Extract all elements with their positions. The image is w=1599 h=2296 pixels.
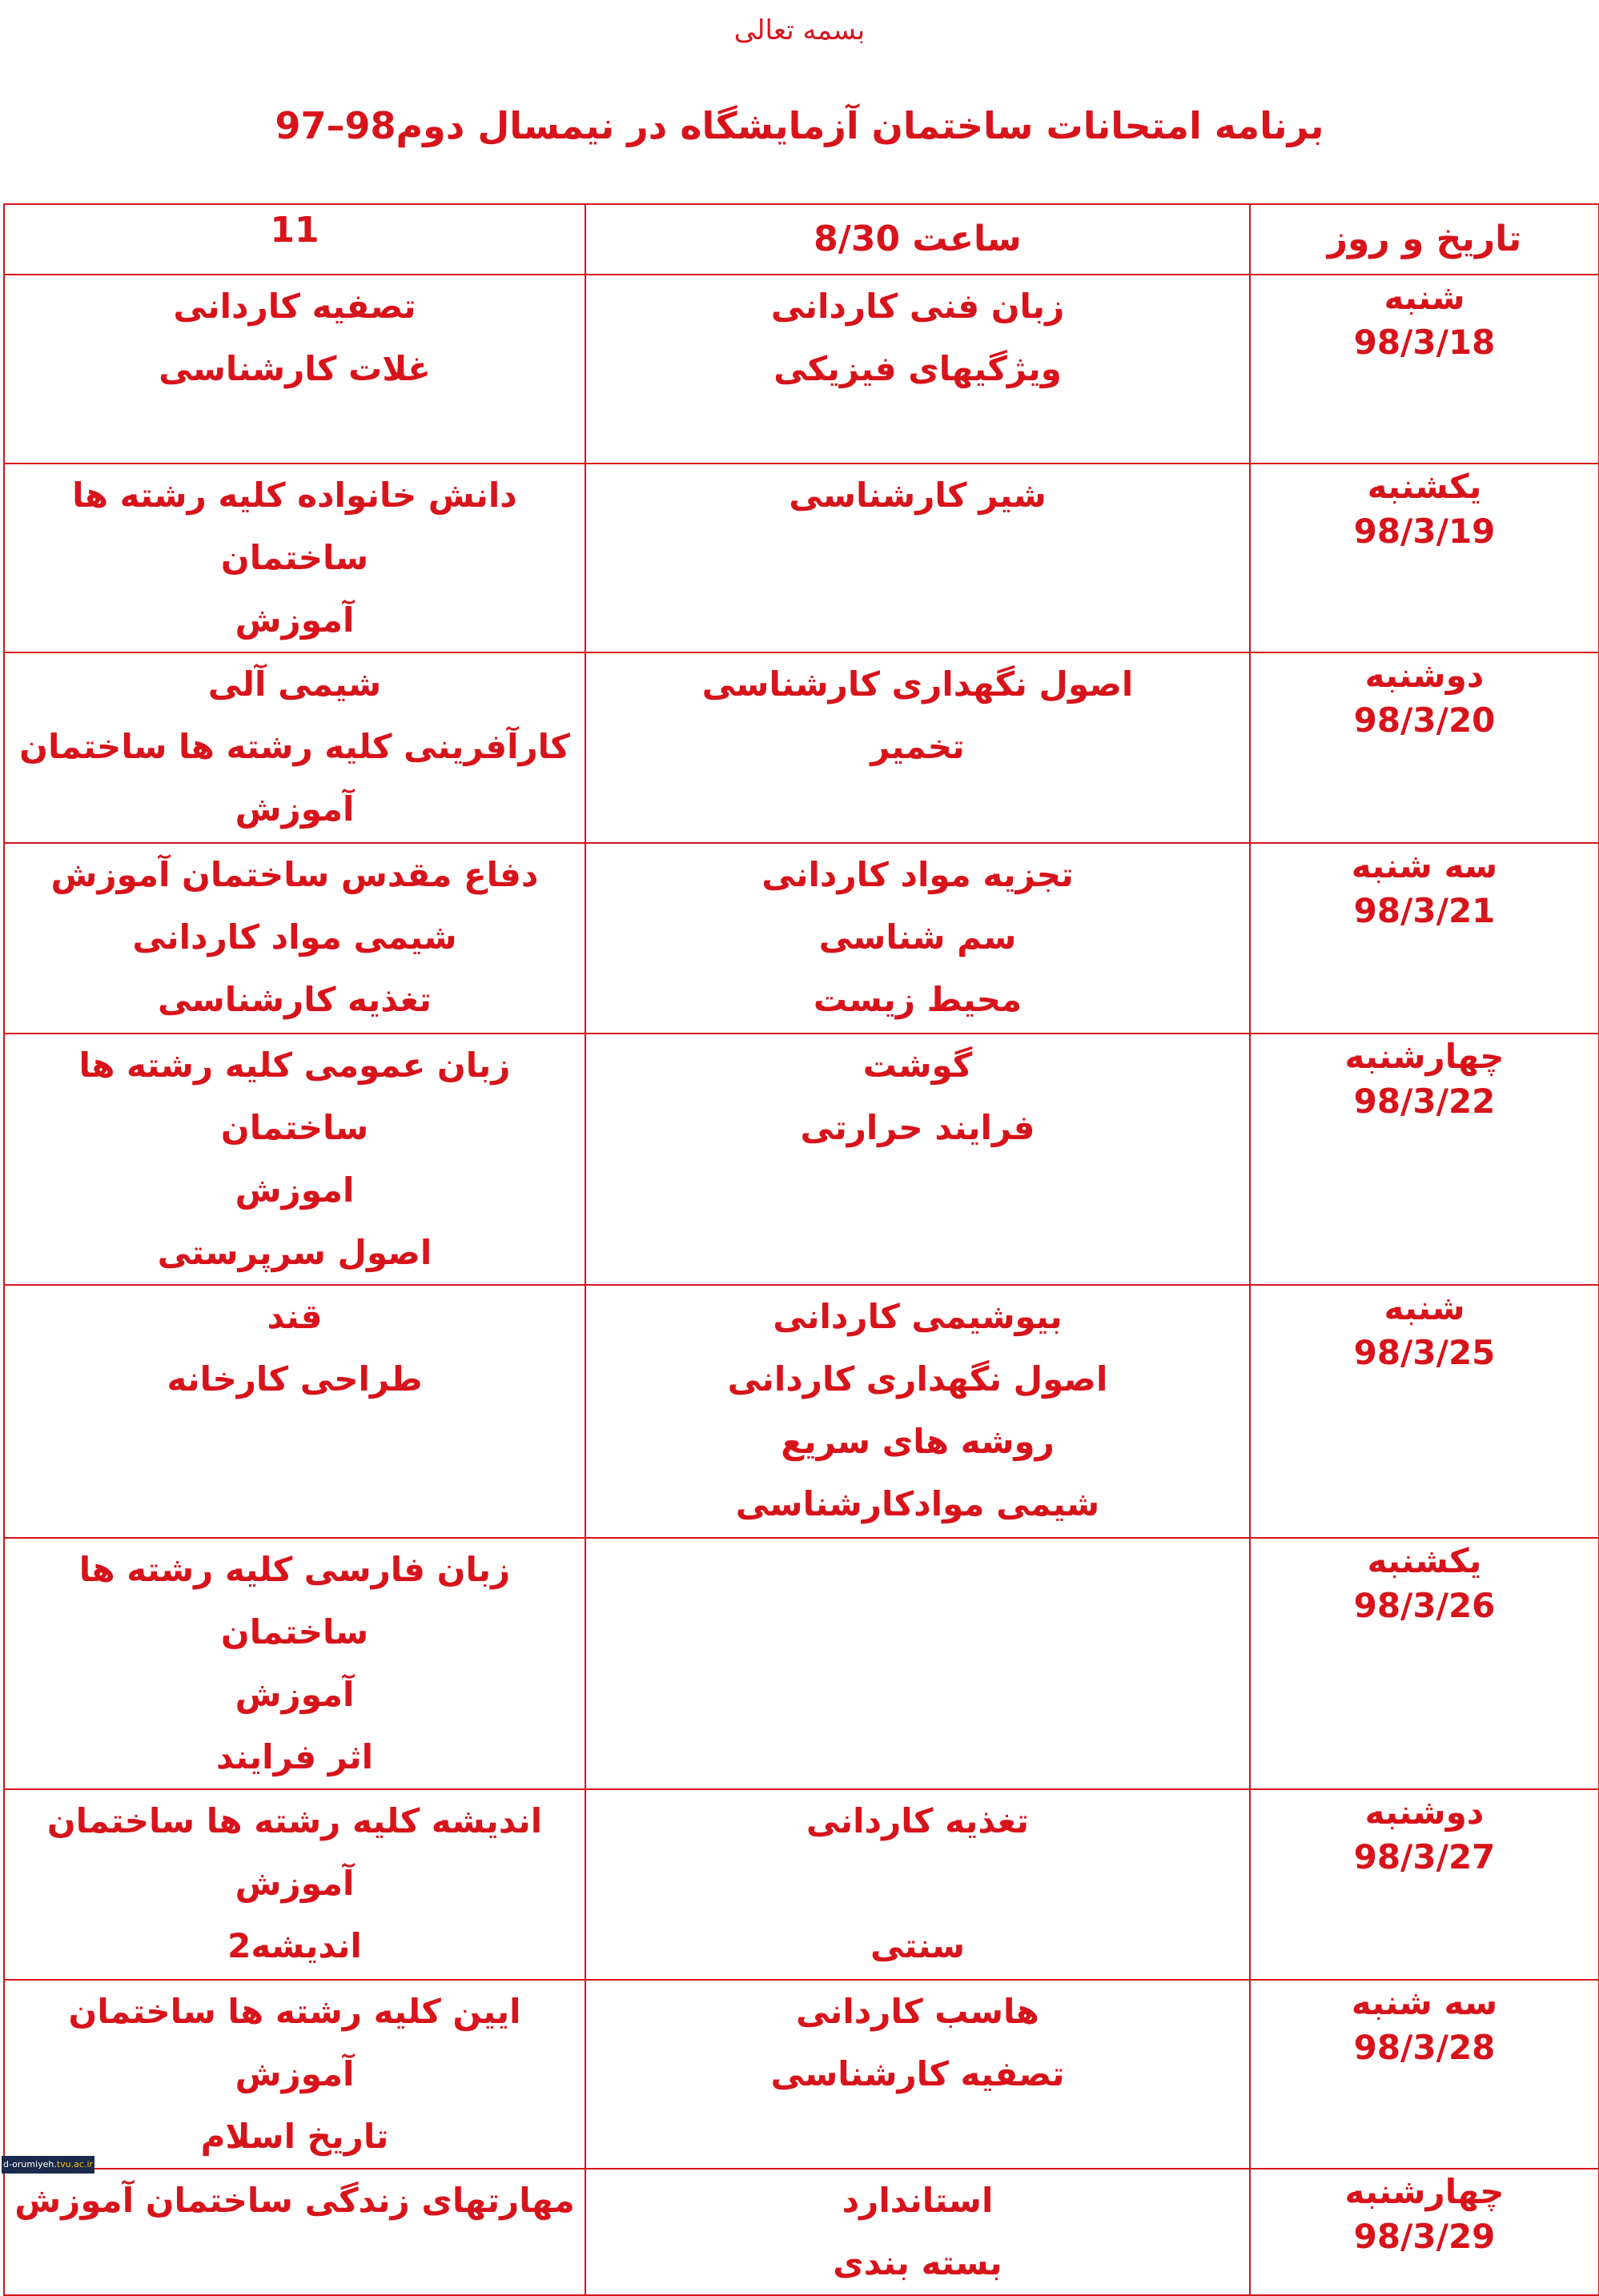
slot-11-cell (4, 2169, 585, 2295)
slot-11-cell (4, 652, 585, 843)
table-header-row (4, 204, 1599, 275)
page-title: برنامه امتحانات ساختمان آزمایشگاه در نیمسال دوم98–97 (275, 104, 1324, 147)
date-cell (1250, 1285, 1599, 1538)
subject-line: غلات کارشناسی (159, 349, 431, 388)
subject-line: زبان فنی کاردانی (770, 287, 1065, 326)
subject-line: بسته بندی (833, 2243, 1002, 2282)
exam-date: 98/3/25 (1353, 1333, 1496, 1372)
exam-date: 98/3/28 (1353, 2028, 1496, 2067)
subject-line: آموزش (235, 600, 355, 640)
table-row (4, 652, 1599, 843)
column-header-slot-0830: ساعت 8/30 (585, 204, 1250, 275)
slot-11-cell (4, 1538, 585, 1789)
day-name: یکشنبه (1367, 467, 1482, 506)
subject-line: طراحی کارخانه (167, 1359, 423, 1399)
table-row (4, 1285, 1599, 1538)
table-row (4, 275, 1599, 464)
day-name: شنبه (1384, 278, 1465, 317)
slot-0830-cell (585, 275, 1250, 464)
subject-line: محیط زیست (813, 980, 1022, 1019)
table-row (4, 843, 1599, 1034)
day-name: سه شنبه (1351, 1983, 1498, 2022)
exam-date: 98/3/19 (1353, 512, 1496, 551)
subject-line: هاسب کاردانی (796, 1992, 1039, 2031)
date-cell (1250, 1538, 1599, 1789)
subject-line: اصول سرپرستی (157, 1233, 432, 1272)
subject-line: زبان فارسی کلیه رشته ها ساختمان (78, 1550, 511, 1652)
exam-date: 98/3/18 (1353, 323, 1496, 362)
slot-0830-cell (585, 1789, 1250, 1980)
slot-11-cell (4, 843, 585, 1034)
subject-line: دانش خانواده کلیه رشته ها ساختمان (72, 476, 517, 577)
column-header-slot-11: 11 (4, 204, 585, 275)
day-name: سه شنبه (1351, 846, 1498, 885)
subject-line: شیمی موادکارشناسی (735, 1484, 1100, 1523)
day-name: چهارشنبه (1344, 1037, 1505, 1076)
subject-line: شیمی مواد کاردانی (132, 917, 457, 957)
slot-11-cell (4, 275, 585, 464)
slot-11-cell (4, 1980, 585, 2169)
exam-date: 98/3/20 (1353, 700, 1496, 740)
subject-line: اصول نگهداری کاردانی (727, 1359, 1108, 1399)
date-cell (1250, 1789, 1599, 1980)
day-name: یکشنبه (1367, 1541, 1482, 1580)
exam-date: 98/3/29 (1353, 2217, 1496, 2256)
subject-line: گوشت (862, 1046, 973, 1085)
day-name: شنبه (1384, 1288, 1465, 1327)
subject-line: تخمیر (870, 727, 965, 766)
subject-line: قند (267, 1297, 323, 1336)
date-cell (1250, 464, 1599, 652)
subject-line: ایین کلیه رشته ها ساختمان آموزش (68, 1992, 521, 2093)
subject-line: آموزش (235, 789, 355, 829)
subject-line: اثر فرایند (215, 1737, 374, 1776)
subject-line: شیر کارشناسی (789, 476, 1047, 515)
subject-line: ویژگیهای فیزیکی (773, 349, 1062, 388)
slot-0830-cell (585, 464, 1250, 652)
subject-line: تصفیه کاردانی (173, 287, 416, 326)
slot-0830-cell (585, 1538, 1250, 1789)
day-name: دوشنبه (1364, 656, 1484, 695)
date-cell (1250, 652, 1599, 843)
column-header-date: تاریخ و روز (1250, 204, 1599, 275)
exam-date: 98/3/26 (1353, 1586, 1496, 1625)
invocation-text: بسمه تعالی (733, 14, 866, 46)
subject-line (586, 1852, 1249, 1915)
exam-schedule-table (3, 203, 1599, 2296)
exam-date: 98/3/27 (1353, 1837, 1496, 1877)
slot-11-cell (4, 1034, 585, 1285)
site-domain: tvu.ac.ir (56, 2159, 94, 2170)
date-cell (1250, 275, 1599, 464)
slot-0830-cell (585, 1034, 1250, 1285)
slot-0830-cell (585, 2169, 1250, 2295)
subject-line: تجزیه مواد کاردانی (761, 855, 1074, 894)
day-name: دوشنبه (1364, 1792, 1484, 1832)
subject-line: اصول نگهداری کارشناسی (701, 664, 1134, 704)
site-name: d-orumiyeh. (2, 2159, 57, 2170)
table-body (4, 275, 1599, 2295)
subject-line: سنتی (870, 1926, 966, 1965)
exam-date: 98/3/21 (1353, 891, 1496, 930)
slot-11-cell (4, 1285, 585, 1538)
subject-line: آموزش (235, 1675, 355, 1714)
slot-0830-cell (585, 652, 1250, 843)
subject-line: تغذیه کارشناسی (158, 980, 432, 1019)
day-name: چهارشنبه (1344, 2172, 1505, 2211)
subject-line: اندیشه2 (227, 1926, 362, 1965)
subject-line: سم شناسی (818, 917, 1017, 957)
date-cell (1250, 2169, 1599, 2295)
slot-11-cell (4, 464, 585, 652)
subject-line: استاندارد (842, 2181, 994, 2220)
subject-line: اموزش (235, 1170, 355, 1210)
table-row (4, 1034, 1599, 1285)
date-cell (1250, 1034, 1599, 1285)
subject-line: تصفیه کارشناسی (770, 2054, 1065, 2093)
table-row (4, 1789, 1599, 1980)
subject-line: روشه های سریع (781, 1422, 1055, 1461)
slot-0830-cell (585, 843, 1250, 1034)
date-cell (1250, 843, 1599, 1034)
slot-0830-cell (585, 1285, 1250, 1538)
table-row (4, 2169, 1599, 2295)
date-cell (1250, 1980, 1599, 2169)
table-row (4, 464, 1599, 652)
subject-line: تاریخ اسلام (200, 2117, 389, 2156)
table-row (4, 1538, 1599, 1789)
site-logo (2, 2156, 94, 2174)
slot-0830-cell (585, 1980, 1250, 2169)
subject-line: دفاع مقدس ساختمان آموزش (50, 855, 539, 894)
table-row (4, 1980, 1599, 2169)
subject-line: بیوشیمی کاردانی (773, 1297, 1063, 1336)
subject-line: مهارتهای زندگی ساختمان آموزش (14, 2181, 575, 2220)
subject-line: اندیشه کلیه رشته ها ساختمان آموزش (46, 1801, 543, 1903)
exam-date: 98/3/22 (1353, 1082, 1496, 1121)
subject-line: زبان عمومی کلیه رشته ها ساختمان (78, 1046, 511, 1147)
subject-line: شیمی آلی (207, 664, 382, 704)
slot-11-cell (4, 1789, 585, 1980)
subject-line: تغذیه کاردانی (806, 1801, 1030, 1840)
subject-line: کارآفرینی کلیه رشته ها ساختمان (19, 727, 570, 766)
subject-line: فرایند حرارتی (800, 1108, 1035, 1147)
